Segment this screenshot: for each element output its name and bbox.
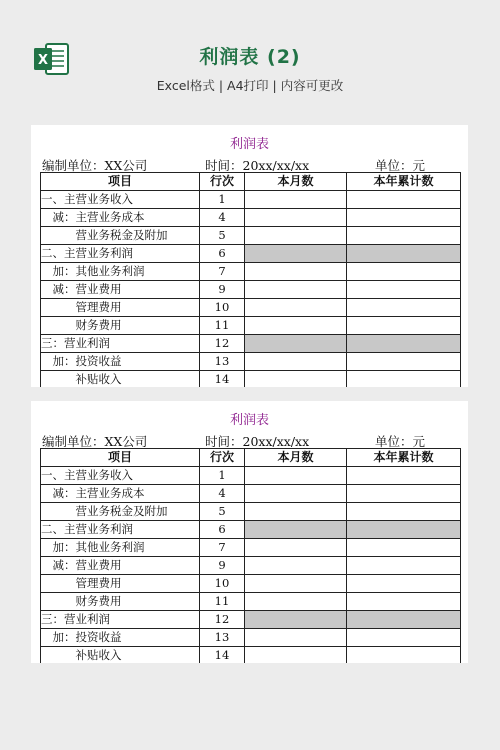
monthly-amount-cell[interactable] (245, 245, 347, 263)
monthly-amount-cell[interactable] (245, 227, 347, 245)
ytd-amount-cell[interactable] (347, 521, 461, 539)
table-header-row (41, 449, 461, 467)
monthly-amount-cell[interactable] (245, 317, 347, 335)
column-header: 行次 (200, 449, 245, 467)
monthly-amount-cell[interactable] (245, 191, 347, 209)
sheet-title: 利润表 (229, 137, 269, 152)
row-number-cell: 11 (200, 593, 245, 611)
row-number-cell: 14 (200, 647, 245, 664)
table-row (41, 299, 461, 317)
table-row (41, 503, 461, 521)
monthly-amount-cell[interactable] (245, 539, 347, 557)
income-table (40, 172, 461, 387)
monthly-amount-cell[interactable] (245, 629, 347, 647)
sheet-preview-1 (31, 125, 468, 387)
row-number-cell: 14 (200, 371, 245, 388)
row-item-cell: 加：其他业务利润 (41, 539, 200, 557)
table-row (41, 467, 461, 485)
ytd-amount-cell[interactable] (347, 593, 461, 611)
row-item-cell: 财务费用 (41, 317, 200, 335)
row-item-cell: 减：主营业务成本 (41, 209, 200, 227)
table-row (41, 263, 461, 281)
ytd-amount-cell[interactable] (347, 629, 461, 647)
ytd-amount-cell[interactable] (347, 335, 461, 353)
column-header: 项目 (41, 173, 200, 191)
row-number-cell: 4 (200, 485, 245, 503)
table-row (41, 227, 461, 245)
ytd-amount-cell[interactable] (347, 575, 461, 593)
monthly-amount-cell[interactable] (245, 611, 347, 629)
time-label: 时间：20xx/xx/xx (205, 434, 310, 449)
row-item-cell: 一、主营业务收入 (41, 467, 200, 485)
row-number-cell: 7 (200, 539, 245, 557)
page-subtitle: Excel格式 | A4打印 | 内容可更改 (156, 78, 344, 93)
row-number-cell: 13 (200, 629, 245, 647)
monthly-amount-cell[interactable] (245, 281, 347, 299)
row-number-cell: 5 (200, 227, 245, 245)
table-row (41, 191, 461, 209)
sheet-preview-2 (31, 401, 468, 663)
monthly-amount-cell[interactable] (245, 467, 347, 485)
column-header: 项目 (41, 449, 200, 467)
monthly-amount-cell[interactable] (245, 299, 347, 317)
ytd-amount-cell[interactable] (347, 503, 461, 521)
monthly-amount-cell[interactable] (245, 593, 347, 611)
row-item-cell: 营业务税金及附加 (41, 503, 200, 521)
excel-icon-letter: X (37, 53, 49, 68)
monthly-amount-cell[interactable] (245, 371, 347, 388)
ytd-amount-cell[interactable] (347, 353, 461, 371)
monthly-amount-cell[interactable] (245, 209, 347, 227)
row-item-cell: 加：其他业务利润 (41, 263, 200, 281)
row-item-cell: 补贴收入 (41, 371, 200, 388)
row-number-cell: 10 (200, 299, 245, 317)
ytd-amount-cell[interactable] (347, 557, 461, 575)
company-label: 编制单位：XX公司 (42, 434, 148, 449)
sheet-title: 利润表 (229, 413, 269, 428)
row-item-cell: 三：营业利润 (41, 611, 200, 629)
ytd-amount-cell[interactable] (347, 317, 461, 335)
time-label: 时间：20xx/xx/xx (205, 158, 310, 173)
column-header: 行次 (200, 173, 245, 191)
row-item-cell: 管理费用 (41, 575, 200, 593)
ytd-amount-cell[interactable] (347, 299, 461, 317)
unit-label: 单位：元 (375, 434, 426, 449)
table-row (41, 593, 461, 611)
ytd-amount-cell[interactable] (347, 281, 461, 299)
table-row (41, 317, 461, 335)
monthly-amount-cell[interactable] (245, 485, 347, 503)
row-number-cell: 6 (200, 521, 245, 539)
row-item-cell: 管理费用 (41, 299, 200, 317)
row-number-cell: 7 (200, 263, 245, 281)
row-item-cell: 二、主营业务利润 (41, 521, 200, 539)
row-item-cell: 减：主营业务成本 (41, 485, 200, 503)
ytd-amount-cell[interactable] (347, 647, 461, 664)
row-item-cell: 营业务税金及附加 (41, 227, 200, 245)
table-row (41, 629, 461, 647)
monthly-amount-cell[interactable] (245, 575, 347, 593)
table-row (41, 245, 461, 263)
table-row (41, 353, 461, 371)
row-number-cell: 11 (200, 317, 245, 335)
table-row (41, 281, 461, 299)
table-row (41, 575, 461, 593)
table-row (41, 485, 461, 503)
table-header-row (41, 173, 461, 191)
row-number-cell: 9 (200, 557, 245, 575)
table-row (41, 209, 461, 227)
ytd-amount-cell[interactable] (347, 227, 461, 245)
company-label: 编制单位：XX公司 (42, 158, 148, 173)
monthly-amount-cell[interactable] (245, 335, 347, 353)
row-item-cell: 减：营业费用 (41, 281, 200, 299)
row-item-cell: 财务费用 (41, 593, 200, 611)
row-number-cell: 4 (200, 209, 245, 227)
row-item-cell: 一、主营业务收入 (41, 191, 200, 209)
table-row (41, 371, 461, 388)
monthly-amount-cell[interactable] (245, 557, 347, 575)
column-header: 本月数 (245, 173, 347, 191)
ytd-amount-cell[interactable] (347, 209, 461, 227)
ytd-amount-cell[interactable] (347, 371, 461, 388)
row-item-cell: 减：营业费用 (41, 557, 200, 575)
row-number-cell: 6 (200, 245, 245, 263)
row-item-cell: 补贴收入 (41, 647, 200, 664)
row-item-cell: 二、主营业务利润 (41, 245, 200, 263)
row-number-cell: 9 (200, 281, 245, 299)
ytd-amount-cell[interactable] (347, 539, 461, 557)
table-row (41, 335, 461, 353)
table-row (41, 611, 461, 629)
table-row (41, 557, 461, 575)
page-title: 利润表 (2) (199, 46, 301, 68)
ytd-amount-cell[interactable] (347, 467, 461, 485)
row-number-cell: 1 (200, 467, 245, 485)
monthly-amount-cell[interactable] (245, 263, 347, 281)
ytd-amount-cell[interactable] (347, 485, 461, 503)
row-number-cell: 10 (200, 575, 245, 593)
column-header: 本年累计数 (347, 173, 461, 191)
row-number-cell: 5 (200, 503, 245, 521)
column-header: 本月数 (245, 449, 347, 467)
ytd-amount-cell[interactable] (347, 611, 461, 629)
row-number-cell: 12 (200, 335, 245, 353)
monthly-amount-cell[interactable] (245, 521, 347, 539)
table-row (41, 521, 461, 539)
ytd-amount-cell[interactable] (347, 191, 461, 209)
row-number-cell: 1 (200, 191, 245, 209)
monthly-amount-cell[interactable] (245, 647, 347, 664)
income-table (40, 448, 461, 663)
row-item-cell: 加：投资收益 (41, 353, 200, 371)
row-item-cell: 三：营业利润 (41, 335, 200, 353)
ytd-amount-cell[interactable] (347, 245, 461, 263)
ytd-amount-cell[interactable] (347, 263, 461, 281)
row-item-cell: 加：投资收益 (41, 629, 200, 647)
table-row (41, 647, 461, 664)
monthly-amount-cell[interactable] (245, 353, 347, 371)
row-number-cell: 12 (200, 611, 245, 629)
page-header (0, 0, 500, 110)
unit-label: 单位：元 (375, 158, 426, 173)
row-number-cell: 13 (200, 353, 245, 371)
column-header: 本年累计数 (347, 449, 461, 467)
table-row (41, 539, 461, 557)
monthly-amount-cell[interactable] (245, 503, 347, 521)
